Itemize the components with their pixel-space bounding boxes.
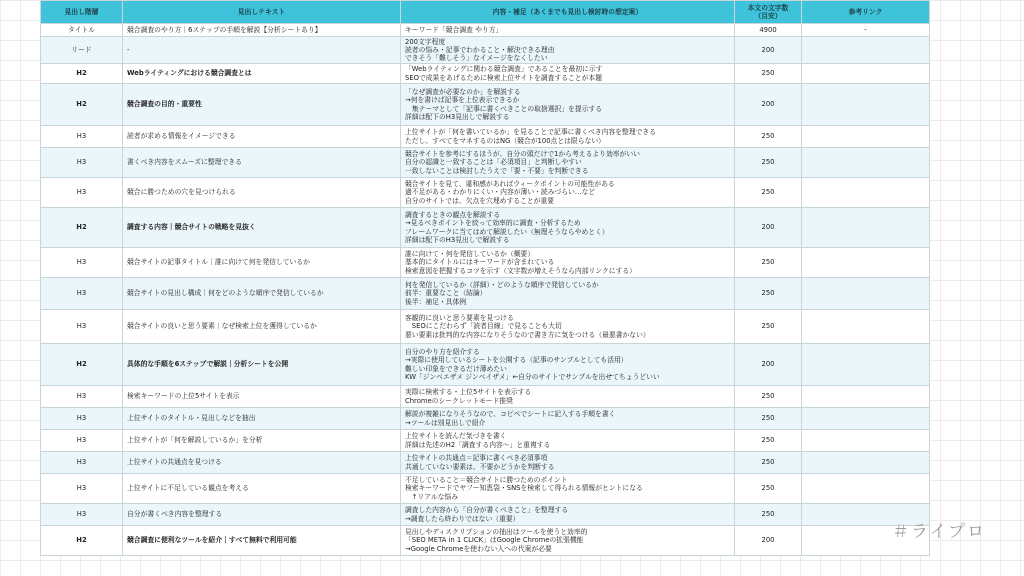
cell-char-count: 250	[735, 504, 802, 526]
content-line: 上位サイトを読んだ気づきを書く	[405, 432, 507, 441]
cell-heading-text: 上位サイトのタイトル・見出しなどを抽出	[123, 408, 401, 430]
table-row	[41, 310, 930, 344]
cell-char-count: 250	[735, 452, 802, 474]
cell-char-count: 250	[735, 310, 802, 344]
cell-char-count: 200	[735, 208, 802, 248]
content-line: 実際に検索する・上位5サイトを表示する	[405, 388, 532, 397]
cell-heading-text: 競合サイトの見出し構成｜何をどのような順序で発信しているか	[123, 278, 401, 310]
table-row	[41, 474, 930, 504]
content-line: 検索キーワードでヤフー知恵袋・SNSを検索して得られる情報がヒントになる	[405, 484, 643, 493]
cell-level: リード	[41, 37, 123, 64]
cell-reference-link	[802, 148, 930, 178]
cell-heading-text: 競合調査の目的・重要性	[123, 84, 401, 126]
content-line: →何を書けば記事を上位表示できるか	[405, 96, 520, 105]
cell-reference-link	[802, 64, 930, 84]
cell-reference-link	[802, 430, 930, 452]
cell-char-count: 250	[735, 430, 802, 452]
content-line: 誰に向けて・何を発信しているか（概要）	[405, 250, 535, 259]
content-line: SEOで成果をあげるために検索上位サイトを調査することが本題	[405, 73, 602, 82]
header-heading-text: 見出しテキスト	[123, 1, 401, 24]
table-row	[41, 178, 930, 208]
cell-level: H3	[41, 126, 123, 148]
cell-level: H2	[41, 526, 123, 556]
cell-char-count: 4900	[735, 24, 802, 37]
cell-heading-text: -	[123, 37, 401, 64]
content-line: KW「ジンベエザメ ジンベイザメ」←自分のサイトでサンプルを出せてちょうどいい	[405, 372, 660, 381]
cell-content	[401, 504, 735, 526]
cell-heading-text: 具体的な手順を6ステップで解説｜分析シートを公開	[123, 344, 401, 386]
cell-char-count: 250	[735, 64, 802, 84]
cell-reference-link	[802, 310, 930, 344]
cell-heading-text: 書くべき内容をスムーズに整理できる	[123, 148, 401, 178]
content-line: 上位サイトが「何を書いているか」を見ることで記事に書くべき内容を整理できる	[405, 128, 657, 137]
header-reference-link: 参考リンク	[802, 1, 930, 24]
content-line: 過不足がある・わかりにくい・内容が薄い・読みづらい…など	[405, 188, 596, 197]
content-line: 集テーマとして「記事に書くべきことの取捨選択」を提示する	[405, 104, 603, 113]
cell-level: H3	[41, 148, 123, 178]
table-row	[41, 64, 930, 84]
cell-content	[401, 84, 735, 126]
content-line: 「SEO META in 1 CLICK」はGoogle Chromeの拡張機能	[405, 536, 584, 545]
content-line: 調査するときの観点を解説する	[405, 211, 501, 220]
cell-heading-text: Webライティングにおける競合調査とは	[123, 64, 401, 84]
cell-level: H3	[41, 452, 123, 474]
cell-content	[401, 278, 735, 310]
content-line: Chromeのシークレットモード推奨	[405, 396, 513, 405]
cell-level: H3	[41, 178, 123, 208]
cell-char-count: 200	[735, 37, 802, 64]
cell-reference-link	[802, 178, 930, 208]
table-row	[41, 208, 930, 248]
cell-reference-link	[802, 248, 930, 278]
cell-char-count: 250	[735, 278, 802, 310]
content-line: 自分の認識と一致することは「必須項目」と判断しやすい	[405, 158, 582, 167]
cell-reference-link	[802, 126, 930, 148]
content-line: 詳細は先述のH2「調査する内容〜」と重複する	[405, 440, 551, 449]
content-line: ↑リアルな悩み	[405, 492, 459, 501]
cell-level: H2	[41, 344, 123, 386]
content-line: 自分のやり方を紹介する	[405, 348, 480, 357]
content-line: 悪い要素は批判的な内容になりそうなので書き方に気をつける（最悪書かない）	[405, 330, 650, 339]
content-line: 客観的に良いと思う要素を見つける	[405, 314, 514, 323]
table-row	[41, 452, 930, 474]
table-row	[41, 37, 930, 64]
cell-heading-text: 調査する内容｜競合サイトの戦略を見抜く	[123, 208, 401, 248]
table-row	[41, 504, 930, 526]
content-line: 基本的にタイトルにはキーワードが含まれている	[405, 258, 555, 267]
cell-content	[401, 344, 735, 386]
content-line: ただし、すべてをマネするのはNG（競合が100点とは限らない）	[405, 136, 605, 145]
header-row	[41, 1, 930, 24]
cell-heading-text: 読者が求める情報をイメージできる	[123, 126, 401, 148]
header-content: 内容・補足（あくまでも見出し検討時の想定案）	[401, 1, 735, 24]
content-line: 前半：重要なこと（結論）	[405, 289, 487, 298]
header-level: 見出し階層	[41, 1, 123, 24]
content-line: 「Webライティングに関わる競合調査」であることを最初に示す	[405, 65, 603, 74]
cell-heading-text: 検索キーワードの上位5サイトを表示	[123, 386, 401, 408]
cell-content	[401, 178, 735, 208]
cell-content	[401, 474, 735, 504]
content-line: 200文字程度	[405, 37, 446, 46]
table-row	[41, 24, 930, 37]
table-row	[41, 430, 930, 452]
watermark: ＃ライプロ	[892, 522, 986, 542]
cell-content	[401, 148, 735, 178]
cell-heading-text: 上位サイトが「何を解説しているか」を分析	[123, 430, 401, 452]
cell-reference-link	[802, 344, 930, 386]
cell-level: H3	[41, 386, 123, 408]
cell-heading-text: 競合調査に便利なツールを紹介｜すべて無料で利用可能	[123, 526, 401, 556]
content-line: キーワード「競合調査 やり方」	[405, 25, 503, 34]
cell-heading-text: 上位サイトに不足している観点を考える	[123, 474, 401, 504]
cell-content	[401, 452, 735, 474]
cell-char-count: 250	[735, 474, 802, 504]
cell-reference-link	[802, 278, 930, 310]
content-line: 後半：補足・具体例	[405, 297, 467, 306]
content-line: →調査したら終わりではない（重要）	[405, 514, 520, 523]
cell-content	[401, 37, 735, 64]
table-row	[41, 344, 930, 386]
cell-char-count: 250	[735, 178, 802, 208]
content-line: 競合サイトを参考にするほうが、自分の頭だけで1から考えるより効率がいい	[405, 150, 640, 159]
content-line: できそう「難しそう」なイメージをなくしたい	[405, 54, 548, 63]
content-line: 共通していない要素は、不要かどうかを判断する	[405, 462, 555, 471]
cell-reference-link	[802, 37, 930, 64]
cell-heading-text: 競合調査のやり方｜6ステップの手順を解説【分析シートあり】	[123, 24, 401, 37]
content-line: 検索意図を把握するコツを示す（文字数が増えそうなら内部リンクにする）	[405, 266, 636, 275]
cell-heading-text: 自分が書くべき内容を整理する	[123, 504, 401, 526]
cell-content	[401, 310, 735, 344]
table-row	[41, 526, 930, 556]
content-line: 何を発信しているか（詳細）・どのような順序で発信しているか	[405, 281, 599, 290]
cell-content	[401, 386, 735, 408]
content-line: 自分のサイトでは、欠点を穴埋めすることが重要	[405, 196, 555, 205]
table-body	[41, 24, 930, 556]
content-line: 難しい印象をできるだけ薄めたい	[405, 364, 507, 373]
cell-content	[401, 408, 735, 430]
cell-level: H3	[41, 430, 123, 452]
cell-level: H3	[41, 310, 123, 344]
cell-level: H2	[41, 208, 123, 248]
content-line: 不足していること＝競合サイトに勝つためのポイント	[405, 476, 568, 485]
cell-heading-text: 競合サイトの記事タイトル｜誰に向けて何を発信しているか	[123, 248, 401, 278]
table-row	[41, 84, 930, 126]
content-line: →実際に使用しているシートを公開する（記事のサンプルとしても活用）	[405, 356, 628, 365]
cell-reference-link	[802, 452, 930, 474]
header-char-count: 本文の文字数 （目安）	[735, 1, 802, 24]
cell-content	[401, 208, 735, 248]
content-line: →Google Chromeを使わない人への代案が必要	[405, 544, 552, 553]
cell-content	[401, 430, 735, 452]
cell-level: H3	[41, 248, 123, 278]
content-line: 調査した内容から「自分が書くべきこと」を整理する	[405, 506, 569, 515]
cell-content	[401, 526, 735, 556]
content-line: 上位サイトの共通点＝記事に書くべき必須事項	[405, 454, 548, 463]
content-line: フレームワークに当てはめて解説したい（無理そうならやめとく）	[405, 227, 609, 236]
cell-level: H2	[41, 64, 123, 84]
cell-reference-link	[802, 208, 930, 248]
cell-char-count: 250	[735, 148, 802, 178]
cell-content	[401, 64, 735, 84]
cell-char-count: 250	[735, 248, 802, 278]
content-line: 解説が複雑になりそうなので、コピペでシートに記入する手順を書く	[405, 410, 616, 419]
table-row	[41, 126, 930, 148]
table-row	[41, 408, 930, 430]
table-row	[41, 248, 930, 278]
cell-reference-link	[802, 474, 930, 504]
cell-heading-text: 競合に勝つための穴を見つけられる	[123, 178, 401, 208]
content-line: 詳細は配下のH3見出しで解説する	[405, 112, 510, 121]
cell-content	[401, 24, 735, 37]
cell-level: H2	[41, 84, 123, 126]
content-line: →ツールは別見出しで紹介	[405, 418, 486, 427]
cell-level: H3	[41, 408, 123, 430]
content-line: SEOにこだわらず「読者目線」で見ることも大切	[405, 322, 562, 331]
content-line: 読者の悩み・記事でわかること・解決できる理由	[405, 45, 555, 54]
cell-reference-link	[802, 386, 930, 408]
cell-heading-text: 上位サイトの共通点を見つける	[123, 452, 401, 474]
cell-char-count: 250	[735, 408, 802, 430]
content-line: 一致しないことは検討したうえで「要・不要」を判断できる	[405, 166, 589, 175]
cell-char-count: 200	[735, 526, 802, 556]
cell-content	[401, 248, 735, 278]
cell-level: H3	[41, 278, 123, 310]
cell-char-count: 250	[735, 386, 802, 408]
cell-reference-link: -	[802, 24, 930, 37]
cell-level: H3	[41, 504, 123, 526]
content-line: →見るべきポイントを絞って効率的に調査・分析するため	[405, 219, 581, 228]
cell-char-count: 250	[735, 126, 802, 148]
content-line: 詳細は配下のH3見出しで解説する	[405, 235, 510, 244]
content-line: 競合サイトを見て、違和感があればウィークポイントの可能性がある	[405, 180, 615, 189]
cell-level: H3	[41, 474, 123, 504]
table-row	[41, 386, 930, 408]
cell-char-count: 200	[735, 84, 802, 126]
outline-sheet	[40, 0, 930, 556]
cell-content	[401, 126, 735, 148]
cell-heading-text: 競合サイトの良いと思う要素｜なぜ検索上位を獲得しているか	[123, 310, 401, 344]
cell-char-count: 200	[735, 344, 802, 386]
table-row	[41, 278, 930, 310]
content-line: 見出しやディスクリプションの抽出はツールを使うと効率的	[405, 528, 588, 537]
table-row	[41, 148, 930, 178]
cell-reference-link	[802, 408, 930, 430]
cell-level: タイトル	[41, 24, 123, 37]
cell-reference-link	[802, 84, 930, 126]
content-line: 「なぜ調査が必要なのか」を解説する	[405, 88, 521, 97]
